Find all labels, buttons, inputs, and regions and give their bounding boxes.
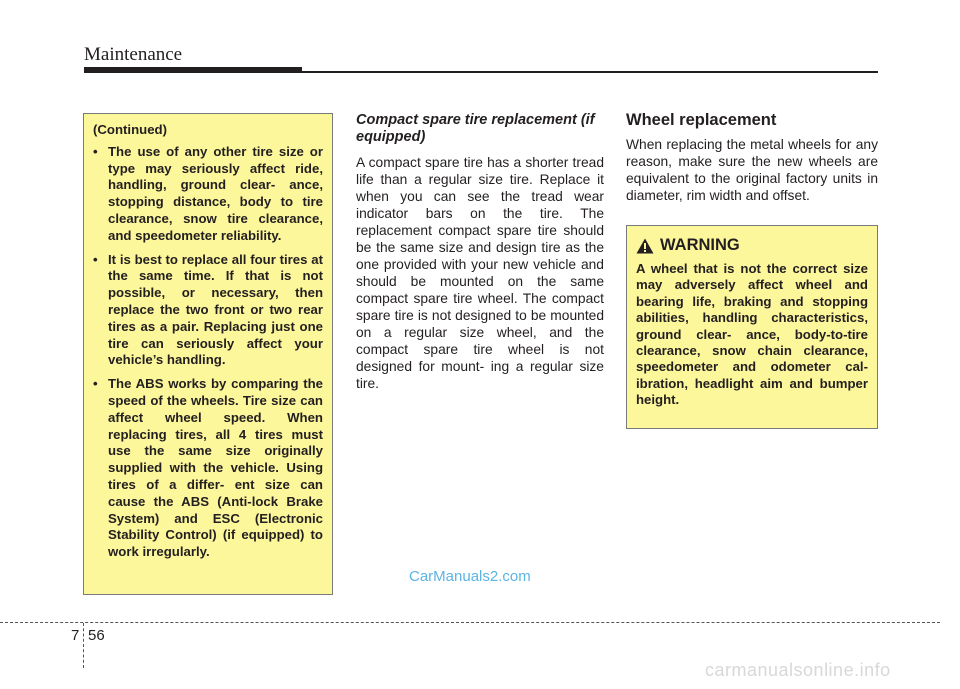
caution-box bbox=[83, 113, 333, 595]
page-number: 56 bbox=[88, 627, 105, 644]
site-watermark: CarManuals2.com bbox=[409, 568, 531, 585]
warning-title: WARNING bbox=[660, 236, 740, 254]
warning-title-row bbox=[636, 236, 868, 255]
page-header-title: Maintenance bbox=[84, 44, 183, 65]
warning-body: A wheel that is not the correct size may adversely affect wheel and bearing life, braking and stopping abilities, handling characteristics, ground clear- ance, body-to-tire clearance, snow chain clearance, speedometer and odometer cal- ibration, headlight aim and bumper height. bbox=[636, 261, 868, 408]
bullet-glyph: • bbox=[93, 143, 98, 159]
bottom-watermark: carmanualsonline.info bbox=[705, 660, 891, 680]
caution-bullet-list bbox=[93, 144, 323, 561]
caution-bullet-item bbox=[93, 376, 323, 561]
caution-bullet-text: The use of any other tire size or type may seriously affect ride, handling, ground clear- ance, stopping distance, body to tire clearance, snow tire clearance, and speedometer reliability. bbox=[108, 143, 323, 243]
chapter-number: 7 bbox=[71, 627, 80, 644]
caution-bullet-item bbox=[93, 252, 323, 370]
wheel-replacement-body: When replacing the metal wheels for any reason, make sure the new wheels are equivalent to the original factory units in diameter, rim width and offset. bbox=[626, 137, 878, 203]
footer-divider bbox=[83, 623, 84, 668]
wheel-replacement-heading: Wheel replacement bbox=[626, 111, 777, 129]
bullet-glyph: • bbox=[93, 251, 98, 267]
compact-spare-section bbox=[356, 112, 604, 392]
warning-box bbox=[626, 225, 878, 429]
compact-spare-heading: Compact spare tire replacement (if equipped) bbox=[356, 112, 595, 145]
caution-bullet-text: The ABS works by comparing the speed of the wheels. Tire size can affect wheel speed. When replacing tires, all 4 tires must use the same size originally supplied with the vehicle. Using tires of a differ- ent size can cause the ABS (Anti-lock Brake System) and ESC (Electronic Stability Control) (if equipped) to work irregularly. bbox=[108, 376, 323, 560]
header-rule-thin bbox=[84, 71, 878, 73]
wheel-replacement-section bbox=[626, 110, 878, 204]
warning-triangle-icon bbox=[636, 238, 654, 254]
compact-spare-body: A compact spare tire has a shorter tread life than a regular size tire. Replace it when you can see the tread wear indicator bars on the tire. The replacement compact spare tire should be the same size and design tire as the one provided with your new vehicle and should be mounted on the same compact spare tire wheel. The compact spare tire is not designed to be mounted on a regular size wheel, and the compact spare tire wheel is not designed for mount- ing a regular size tire. bbox=[356, 155, 604, 391]
caution-bullet-item bbox=[93, 144, 323, 245]
continued-label: (Continued) bbox=[93, 122, 167, 137]
bullet-glyph: • bbox=[93, 376, 98, 392]
footer-rule bbox=[0, 622, 940, 623]
caution-bullet-text: It is best to replace all four tires at the same time. If that is not possible, or necessary, then replace the two front or two rear tires as a pair. Replacing just one tire can seriously affect your vehicle’s handling. bbox=[108, 251, 323, 368]
